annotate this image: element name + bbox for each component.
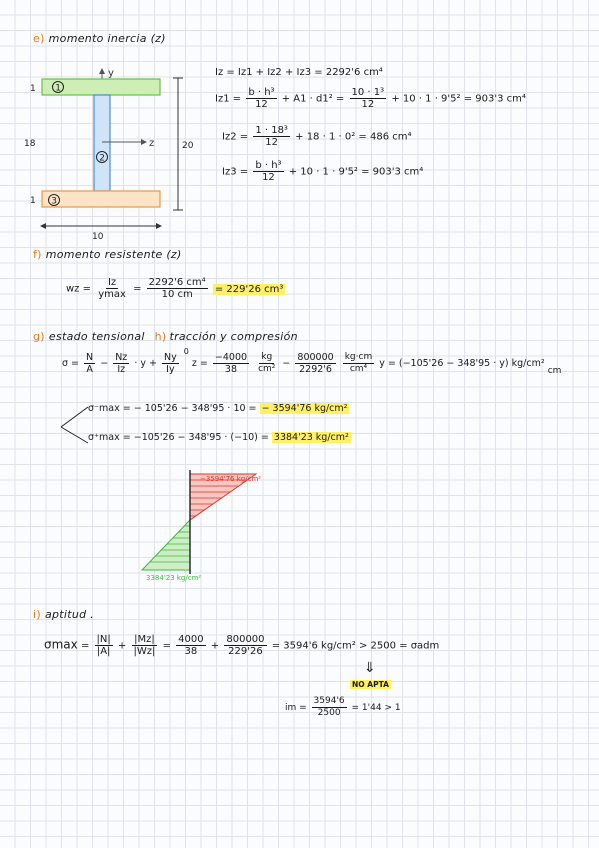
aptitude-equation (44, 634, 439, 657)
z-axis-label: z (149, 138, 155, 149)
stress-u1-num: kg (261, 352, 273, 362)
aptitude-f2-num: |Mz| (134, 634, 155, 645)
modulus-eq: = (133, 283, 142, 295)
stress-my-num: Ny (164, 352, 177, 363)
aptitude-ratio (285, 696, 401, 719)
section-i-letter: i) (33, 608, 41, 621)
inertia-part2-f-num: 1 · 18³ (255, 125, 288, 136)
stress-u2-num: kg·cm (344, 352, 373, 362)
stress-sigma: σ = (62, 358, 80, 369)
aptitude-im-rest: = 1'44 > 1 (351, 703, 401, 713)
part-2-label: 2 (99, 153, 106, 164)
section-f-header (33, 248, 182, 261)
section-e-header (33, 32, 166, 45)
stress-max-pos-result: 3384'23 kg/cm² (273, 432, 349, 443)
stress-u2-den: cm⁴ (349, 364, 368, 374)
modulus-fraction1 (96, 277, 128, 300)
aptitude-verdict (350, 680, 391, 689)
aptitude-plus2: + (210, 640, 220, 652)
aptitude-eq1: = (80, 640, 90, 652)
modulus-result: = 229'26 cm³ (214, 283, 284, 295)
stress-v1-num: −4000 (214, 352, 248, 363)
stress-zero: 0 (183, 347, 189, 356)
dim-web: 18 (24, 139, 36, 149)
dim-width: 10 (92, 232, 104, 240)
section-g-title: estado tensional (48, 330, 145, 343)
modulus-f1-num: Iz (107, 277, 117, 288)
dim-total: 20 (182, 141, 194, 151)
stress-tail-sub: cm (547, 366, 562, 376)
aptitude-f2-den: |Wz| (133, 646, 156, 657)
y-axis-arrow (99, 68, 105, 74)
modulus-f1-den: ymax (98, 289, 126, 300)
dim-bottom: 1 (30, 196, 36, 206)
section-e-title: momento inercia (z) (48, 32, 166, 45)
aptitude-f1-num: |N| (96, 634, 111, 645)
aptitude-f4 (224, 634, 266, 657)
stress-max-negative (88, 403, 349, 414)
y-axis-label: y (108, 68, 114, 79)
modulus-f2-den: 10 cm (161, 289, 193, 300)
section-h-letter: h) (154, 330, 167, 343)
aptitude-f4-num: 800000 (226, 634, 265, 645)
aptitude-plus1: + (117, 640, 127, 652)
stress-m-fraction (113, 352, 129, 375)
modulus-fraction2 (147, 277, 208, 300)
modulus-f2-num: 2292'6 cm⁴ (148, 277, 206, 288)
z-axis-arrow (141, 139, 147, 145)
aptitude-verdict-text: NO APTA (352, 680, 389, 689)
aptitude-im-lhs: im = (285, 703, 307, 713)
stress-tail: y = (−105'26 − 348'95 · y) kg/cm² (379, 358, 545, 369)
compression-value-label: −3594'76 kg/cm² (200, 475, 262, 483)
inertia-part2 (222, 125, 411, 148)
inertia-part1-fraction1 (246, 87, 276, 110)
inertia-part1-rest: + 10 · 1 · 9'5² = 903'3 cm⁴ (391, 93, 526, 105)
section-h-title: tracción y compresión (169, 330, 298, 343)
web (94, 95, 110, 191)
inertia-part3 (222, 160, 423, 183)
aptitude-f3-den: 38 (184, 646, 198, 657)
aptitude-im-den: 2500 (317, 708, 341, 718)
aptitude-f4-den: 229'26 (228, 646, 263, 657)
inertia-part1-lhs: Iz1 = (215, 93, 242, 105)
part-3-label: 3 (51, 196, 58, 207)
stress-v1-den: 38 (224, 364, 237, 375)
section-f-title: momento resistente (z) (45, 248, 182, 261)
stress-m-num: Nz (115, 352, 128, 363)
inertia-part2-f-den: 12 (265, 137, 278, 148)
section-f-letter: f) (33, 248, 42, 261)
inertia-part3-f-num: b · h³ (255, 160, 282, 171)
stress-equation (62, 347, 562, 376)
stress-n-den: A (86, 364, 93, 375)
dim-top: 1 (30, 84, 36, 94)
inertia-part1 (215, 87, 526, 110)
stress-max-pos-label: σ⁺max (88, 432, 120, 443)
stress-y-plus: · y + (134, 358, 157, 369)
inertia-part1-f2-den: 12 (361, 99, 375, 110)
dim-width-arrow-left (40, 223, 46, 229)
stress-max-neg-label: σ⁻max (88, 403, 120, 414)
inertia-part1-f1-num: b · h³ (248, 87, 275, 98)
aptitude-eq2: = (162, 640, 171, 652)
aptitude-f1-den: |A| (96, 646, 111, 657)
stress-max-neg-result: − 3594'76 kg/cm² (261, 403, 348, 414)
stress-v1-fraction (213, 352, 249, 375)
stress-v2-fraction (295, 352, 335, 375)
stress-z-eq: z = (191, 358, 208, 369)
inertia-part2-rest: + 18 · 1 · 0² = 486 cm⁴ (295, 131, 412, 143)
inertia-part3-lhs: Iz3 = (222, 166, 249, 178)
dim-width-arrow-right (156, 223, 162, 229)
stress-max-pos-expr: = −105'26 − 348'95 · (−10) = (122, 432, 269, 443)
inertia-part3-f-den: 12 (262, 172, 275, 183)
stress-v2-num: 800000 (297, 352, 334, 363)
section-i-header (33, 608, 94, 621)
stress-my-fraction (162, 352, 179, 375)
inertia-part2-fraction (253, 125, 290, 148)
stress-max-positive (88, 432, 351, 443)
stress-minus: − (100, 358, 109, 369)
stress-n-fraction (84, 352, 95, 375)
aptitude-f3 (176, 634, 205, 657)
section-e-letter: e) (33, 32, 45, 45)
cross-section-figure (20, 60, 210, 240)
stress-distribution-diagram (138, 470, 288, 585)
stress-u2-fraction (343, 352, 375, 375)
part-1-label: 1 (55, 83, 62, 94)
aptitude-sigma-max: σmax (44, 637, 78, 652)
stress-m-den: Iz (117, 364, 126, 375)
modulus-equation (66, 277, 285, 300)
aptitude-f3-num: 4000 (178, 634, 204, 645)
aptitude-im-num: 3594'6 (313, 696, 345, 706)
inertia-part3-rest: + 10 · 1 · 9'5² = 903'3 cm⁴ (288, 166, 424, 178)
tension-value-label: 3384'23 kg/cm² (146, 574, 202, 582)
inertia-part1-mid: + A1 · d1² = (281, 93, 345, 105)
stress-my-den: Iy (166, 364, 175, 375)
stress-minus2: − (282, 358, 291, 369)
aptitude-im-fraction (312, 696, 347, 719)
stress-n-num: N (86, 352, 94, 363)
section-g-letter: g) (33, 330, 45, 343)
tension-triangle (142, 520, 190, 570)
section-g-header (33, 330, 298, 343)
stress-u1-den: cm² (258, 364, 276, 374)
aptitude-tail: = 3594'6 kg/cm² > 2500 = σadm (271, 640, 440, 652)
aptitude-f1 (95, 634, 113, 657)
inertia-total: Iz = Iz1 + Iz2 + Iz3 = 2292'6 cm⁴ (215, 67, 383, 78)
modulus-lhs: wz = (66, 283, 91, 295)
stress-max-neg-expr: = − 105'26 − 348'95 · 10 = (122, 403, 257, 414)
section-i-title: aptitud . (44, 608, 95, 621)
inertia-part2-lhs: Iz2 = (222, 131, 249, 143)
inertia-part1-f1-den: 12 (255, 99, 268, 110)
stress-v2-den: 2292'6 (299, 364, 332, 375)
inertia-part3-fraction (253, 160, 283, 183)
aptitude-down-arrow: ⇓ (364, 660, 376, 676)
inertia-part1-fraction2 (350, 87, 387, 110)
inertia-part1-f2-num: 10 · 1³ (351, 87, 385, 98)
stress-u1-fraction (256, 352, 277, 375)
aptitude-f2 (132, 634, 158, 657)
